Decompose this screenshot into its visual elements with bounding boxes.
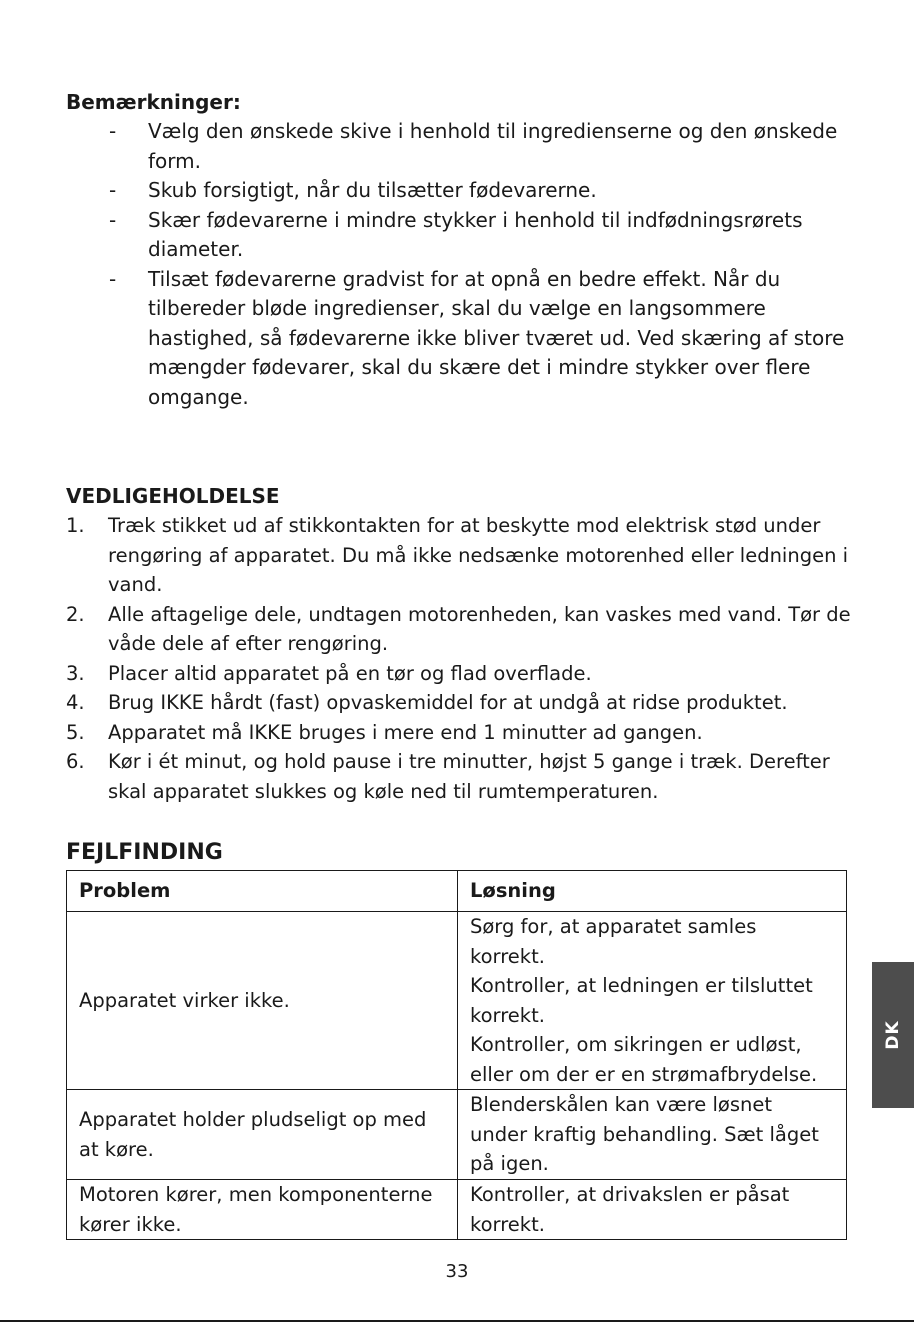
step-text: Brug IKKE hårdt (fast) opvaskemiddel for at undgå at ridse produktet. bbox=[108, 691, 788, 714]
step-number: 2. bbox=[66, 602, 85, 626]
remark-text: Tilsæt fødevarerne gradvist for at opnå en bedre effekt. Når du tilbereder bløde ingredienser, skal du vælge en langsommere hastighed, så fødevarerne ikke bliver tværet ud. Ved skæring af store mængder fødevarer, skal du skære det i mindre stykker over flere omgange. bbox=[148, 266, 845, 409]
table-row bbox=[67, 1180, 847, 1240]
remarks-heading: Bemærkninger: bbox=[66, 90, 241, 114]
remark-text: Skær fødevarerne i mindre stykker i henhold til indfødningsrørets diameter. bbox=[148, 207, 803, 261]
page-number: 33 bbox=[445, 1261, 469, 1282]
step-text: Alle aftagelige dele, undtagen motorenheden, kan vaskes med vand. Tør de våde dele af efter rengøring. bbox=[108, 602, 851, 655]
step-number: 3. bbox=[66, 661, 85, 685]
table-row bbox=[67, 1090, 847, 1180]
troubleshooting-table bbox=[66, 870, 847, 1240]
bullet-dash: - bbox=[109, 119, 117, 143]
list-item bbox=[66, 117, 846, 176]
bottom-divider bbox=[0, 1320, 914, 1322]
remarks-list bbox=[66, 117, 846, 412]
list-item bbox=[66, 747, 856, 806]
list-item bbox=[66, 718, 856, 748]
troubleshooting-heading: FEJLFINDING bbox=[66, 840, 223, 865]
list-item bbox=[66, 600, 856, 659]
step-number: 1. bbox=[66, 514, 85, 537]
maintenance-heading: VEDLIGEHOLDELSE bbox=[66, 484, 280, 508]
solution-text: Sørg for, at apparatet samles korrekt. bbox=[470, 915, 757, 968]
table-header-row bbox=[67, 871, 847, 912]
table-row bbox=[67, 912, 847, 1090]
bullet-dash: - bbox=[109, 207, 117, 232]
step-text: Apparatet må IKKE bruges i mere end 1 minutter ad gangen. bbox=[108, 720, 703, 744]
maintenance-list bbox=[66, 511, 856, 806]
step-number: 5. bbox=[66, 720, 85, 744]
bullet-dash: - bbox=[109, 178, 117, 202]
column-header-solution: Løsning bbox=[458, 871, 847, 912]
solution-text: Blenderskålen kan være løsnet under kraftig behandling. Sæt låget på igen. bbox=[470, 1093, 819, 1175]
solution-text: Kontroller, at drivakslen er påsat korrekt. bbox=[470, 1183, 790, 1236]
solution-cell bbox=[458, 1180, 847, 1240]
problem-cell: Apparatet virker ikke. bbox=[67, 912, 458, 1090]
solution-cell bbox=[458, 1090, 847, 1180]
language-tab bbox=[872, 962, 914, 1108]
problem-cell: Apparatet holder pludseligt op med at køre. bbox=[67, 1090, 458, 1180]
step-text: Placer altid apparatet på en tør og flad overflade. bbox=[108, 661, 592, 685]
language-tab-label: DK bbox=[883, 1020, 903, 1050]
list-item bbox=[66, 659, 856, 689]
list-item bbox=[66, 265, 846, 413]
bullet-dash: - bbox=[109, 266, 117, 291]
step-number: 6. bbox=[66, 750, 85, 773]
list-item bbox=[66, 511, 856, 600]
list-item bbox=[66, 206, 846, 265]
column-header-problem: Problem bbox=[67, 871, 458, 912]
remark-text: Vælg den ønskede skive i henhold til ingredienserne og den ønskede form. bbox=[148, 119, 838, 173]
list-item bbox=[66, 688, 856, 718]
step-number: 4. bbox=[66, 691, 85, 714]
step-text: Kør i ét minut, og hold pause i tre minutter, højst 5 gange i træk. Derefter skal apparatet slukkes og køle ned til rumtemperaturen. bbox=[108, 750, 830, 803]
problem-cell: Motoren kører, men komponenterne kører ikke. bbox=[67, 1180, 458, 1240]
list-item bbox=[66, 176, 846, 206]
step-text: Træk stikket ud af stikkontakten for at beskytte mod elektrisk stød under rengøring af apparatet. Du må ikke nedsænke motorenhed eller ledningen i vand. bbox=[108, 514, 849, 596]
remark-text: Skub forsigtigt, når du tilsætter fødevarerne. bbox=[148, 178, 597, 202]
solution-text: Kontroller, om sikringen er udløst, eller om der er en strømafbrydelse. bbox=[470, 1033, 818, 1086]
solution-text: Kontroller, at ledningen er tilsluttet korrekt. bbox=[470, 974, 813, 1027]
solution-cell bbox=[458, 912, 847, 1090]
